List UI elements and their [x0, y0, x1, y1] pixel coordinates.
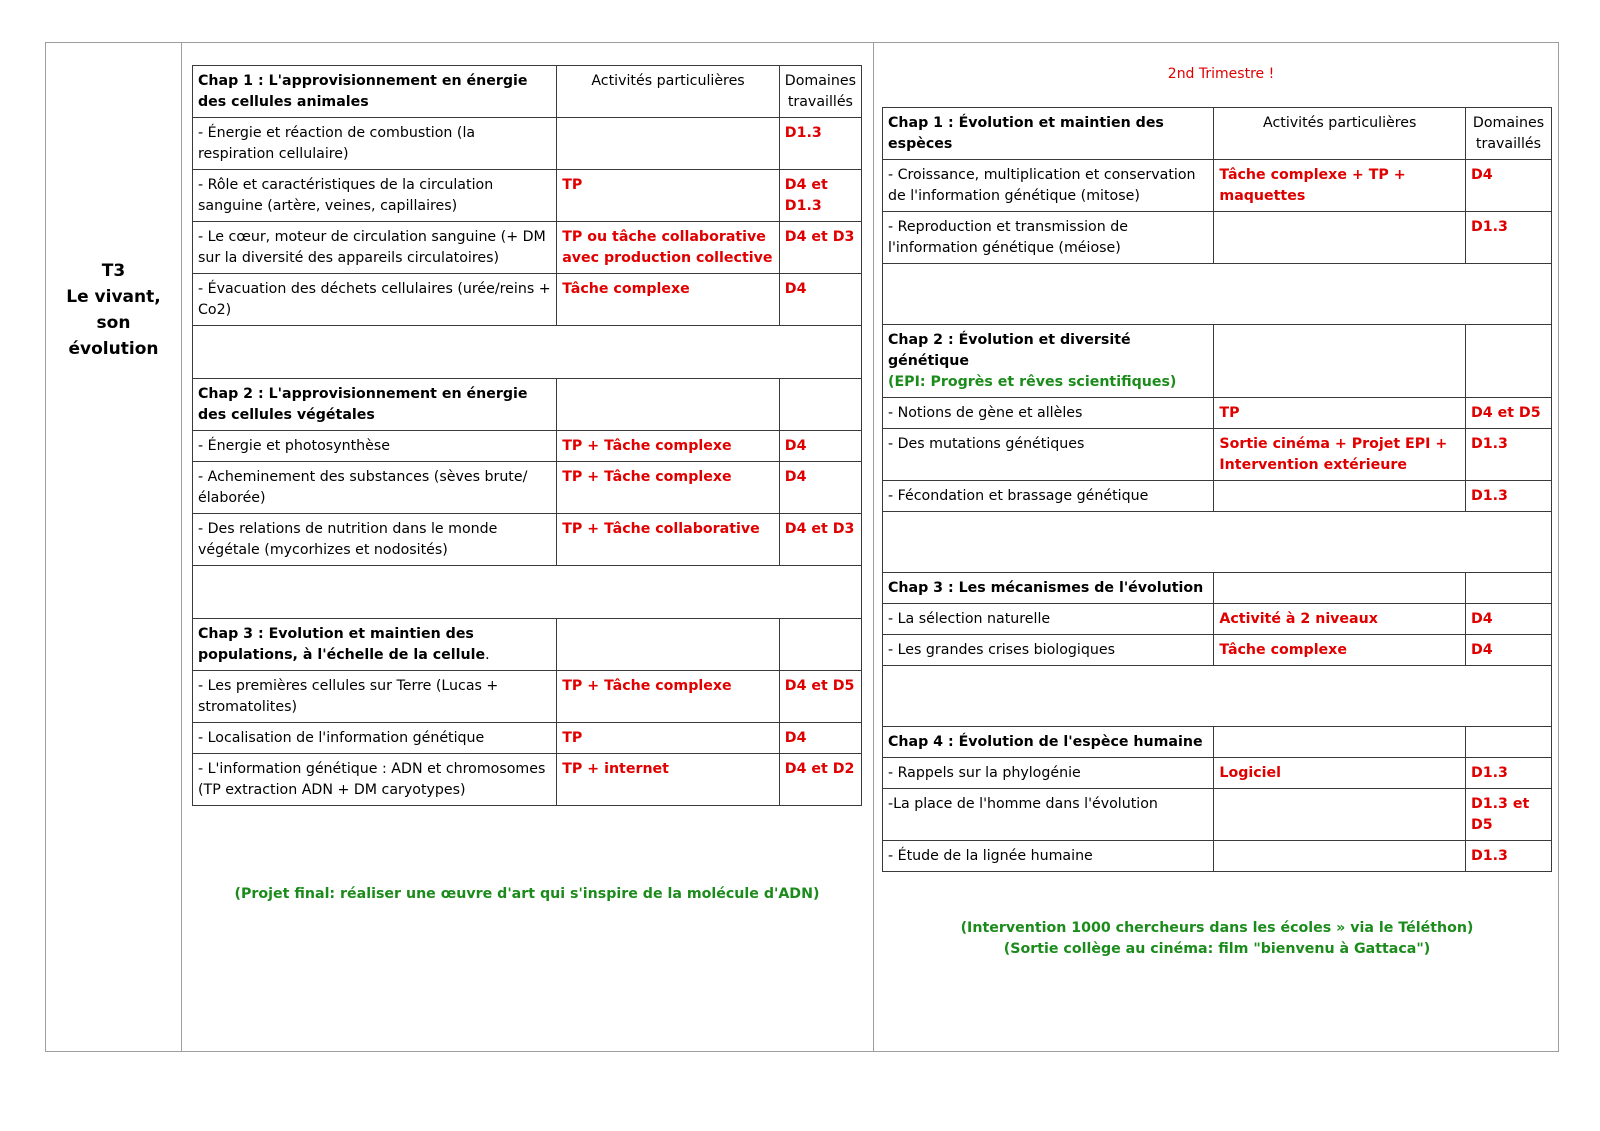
column-divider-theme	[181, 42, 182, 1052]
chapter-title: Chap 1 : L'approvisionnement en énergie des cellules animales	[193, 66, 557, 118]
topic-cell: - Les premières cellules sur Terre (Lucas + stromatolites)	[193, 671, 557, 723]
table-row	[883, 481, 1552, 512]
table-row	[193, 379, 862, 431]
table-row	[883, 573, 1552, 604]
table-row	[883, 727, 1552, 758]
topic-cell: - La sélection naturelle	[883, 604, 1214, 635]
domain-cell: D1.3 et D5	[1466, 789, 1552, 841]
final-project-note: (Projet final: réaliser une œuvre d'art qui s'inspire de la molécule d'ADN)	[234, 886, 820, 902]
activity-cell	[1214, 212, 1466, 264]
activity-cell: TP	[557, 723, 780, 754]
table-row	[193, 274, 862, 326]
column-divider-middle	[873, 42, 874, 1052]
table-row	[193, 222, 862, 274]
chapter-title: Chap 1 : Évolution et maintien des espèces	[883, 108, 1214, 160]
domain-cell: D4 et D3	[779, 222, 861, 274]
domain-cell: D4	[779, 462, 861, 514]
spacer-row	[883, 666, 1552, 727]
chapter-title: Chap 2 : Évolution et diversité génétique (EPI: Progrès et rêves scientifiques)	[883, 325, 1214, 398]
spacer-row	[883, 264, 1552, 325]
domain-cell: D1.3	[1466, 481, 1552, 512]
domain-cell: D4 et D5	[779, 671, 861, 723]
activity-cell	[557, 118, 780, 170]
column-header-activities: Activités particulières	[1214, 108, 1466, 160]
activity-cell	[1214, 841, 1466, 872]
spacer-row	[193, 566, 862, 619]
theme-label	[46, 258, 181, 362]
topic-cell: - Évacuation des déchets cellulaires (urée/reins + Co2)	[193, 274, 557, 326]
theme-code: T3	[101, 261, 126, 281]
topic-cell: - Rappels sur la phylogénie	[883, 758, 1214, 789]
chapter-title: Chap 2 : L'approvisionnement en énergie des cellules végétales	[193, 379, 557, 431]
column-header-domains: Domaines travaillés	[779, 66, 861, 118]
activity-cell: TP + Tâche complexe	[557, 671, 780, 723]
topic-cell: - Énergie et réaction de combustion (la respiration cellulaire)	[193, 118, 557, 170]
theme-line-2: son	[96, 313, 131, 333]
topic-cell: - L'information génétique : ADN et chromosomes (TP extraction ADN + DM caryotypes)	[193, 754, 557, 806]
right-program-table	[882, 107, 1552, 872]
topic-cell: -La place de l'homme dans l'évolution	[883, 789, 1214, 841]
domain-cell: D4	[779, 431, 861, 462]
activity-cell: Tâche complexe + TP + maquettes	[1214, 160, 1466, 212]
outings-note	[882, 918, 1552, 960]
activity-cell: TP + internet	[557, 754, 780, 806]
spacer-row	[193, 326, 862, 379]
table-row	[883, 212, 1552, 264]
activity-cell: Tâche complexe	[557, 274, 780, 326]
topic-cell: - Fécondation et brassage génétique	[883, 481, 1214, 512]
activity-cell: Activité à 2 niveaux	[1214, 604, 1466, 635]
table-row	[883, 429, 1552, 481]
domain-cell: D1.3	[779, 118, 861, 170]
table-row	[883, 841, 1552, 872]
column-header-activities: Activités particulières	[557, 66, 780, 118]
activity-cell: Tâche complexe	[1214, 635, 1466, 666]
activity-cell: Logiciel	[1214, 758, 1466, 789]
theme-line-3: évolution	[68, 339, 159, 359]
table-row	[883, 325, 1552, 398]
domain-cell: D1.3	[1466, 758, 1552, 789]
domain-cell: D4	[1466, 635, 1552, 666]
table-row	[193, 431, 862, 462]
table-row	[193, 514, 862, 566]
activity-cell	[1214, 481, 1466, 512]
table-row	[883, 160, 1552, 212]
table-row	[193, 118, 862, 170]
domain-cell: D4	[779, 274, 861, 326]
table-row	[883, 108, 1552, 160]
outings-note-line-2: (Sortie collège au cinéma: film "bienvenu à Gattaca")	[1003, 941, 1431, 957]
table-row	[883, 758, 1552, 789]
domain-cell: D1.3	[1466, 841, 1552, 872]
topic-cell: - Rôle et caractéristiques de la circulation sanguine (artère, veines, capillaires)	[193, 170, 557, 222]
chapter-title: Chap 4 : Évolution de l'espèce humaine	[883, 727, 1214, 758]
table-row	[193, 723, 862, 754]
chapter-title: Chap 3 : Les mécanismes de l'évolution	[883, 573, 1214, 604]
topic-cell: - Acheminement des substances (sèves brute/élaborée)	[193, 462, 557, 514]
topic-cell: - Le cœur, moteur de circulation sanguine (+ DM sur la diversité des appareils circulatoires)	[193, 222, 557, 274]
activity-cell: Sortie cinéma + Projet EPI + Intervention extérieure	[1214, 429, 1466, 481]
domain-cell: D4	[1466, 604, 1552, 635]
topic-cell: - Notions de gène et allèles	[883, 398, 1214, 429]
table-row	[883, 398, 1552, 429]
domain-cell: D4 et D3	[779, 514, 861, 566]
activity-cell: TP + Tâche collaborative	[557, 514, 780, 566]
table-row	[193, 671, 862, 723]
domain-cell: D4	[1466, 160, 1552, 212]
table-row	[883, 789, 1552, 841]
spacer-row	[883, 512, 1552, 573]
topic-cell: - Croissance, multiplication et conservation de l'information génétique (mitose)	[883, 160, 1214, 212]
activity-cell: TP	[557, 170, 780, 222]
left-program-table	[192, 65, 862, 806]
topic-cell: - Des relations de nutrition dans le monde végétale (mycorhizes et nodosités)	[193, 514, 557, 566]
topic-cell: - Les grandes crises biologiques	[883, 635, 1214, 666]
domain-cell: D4	[779, 723, 861, 754]
trimester-label: 2nd Trimestre !	[1167, 66, 1275, 82]
activity-cell: TP	[1214, 398, 1466, 429]
topic-cell: - Des mutations génétiques	[883, 429, 1214, 481]
table-row	[193, 462, 862, 514]
domain-cell: D4 et D5	[1466, 398, 1552, 429]
domain-cell: D4 et D1.3	[779, 170, 861, 222]
table-row	[883, 604, 1552, 635]
topic-cell: - Étude de la lignée humaine	[883, 841, 1214, 872]
domain-cell: D4 et D2	[779, 754, 861, 806]
column-header-domains: Domaines travaillés	[1466, 108, 1552, 160]
chapter-title: Chap 3 : Evolution et maintien des populations, à l'échelle de la cellule.	[193, 619, 557, 671]
table-row	[193, 170, 862, 222]
theme-line-1: Le vivant,	[66, 287, 161, 307]
activity-cell: TP + Tâche complexe	[557, 431, 780, 462]
activity-cell: TP + Tâche complexe	[557, 462, 780, 514]
outings-note-line-1: (Intervention 1000 chercheurs dans les écoles » via le Téléthon)	[960, 920, 1474, 936]
topic-cell: - Énergie et photosynthèse	[193, 431, 557, 462]
epi-subtitle: (EPI: Progrès et rêves scientifiques)	[888, 374, 1177, 390]
domain-cell: D1.3	[1466, 212, 1552, 264]
domain-cell: D1.3	[1466, 429, 1552, 481]
activity-cell	[1214, 789, 1466, 841]
topic-cell: - Localisation de l'information génétique	[193, 723, 557, 754]
table-row	[193, 619, 862, 671]
table-row	[193, 754, 862, 806]
topic-cell: - Reproduction et transmission de l'information génétique (méiose)	[883, 212, 1214, 264]
table-row	[193, 66, 862, 118]
activity-cell: TP ou tâche collaborative avec production collective	[557, 222, 780, 274]
table-row	[883, 635, 1552, 666]
